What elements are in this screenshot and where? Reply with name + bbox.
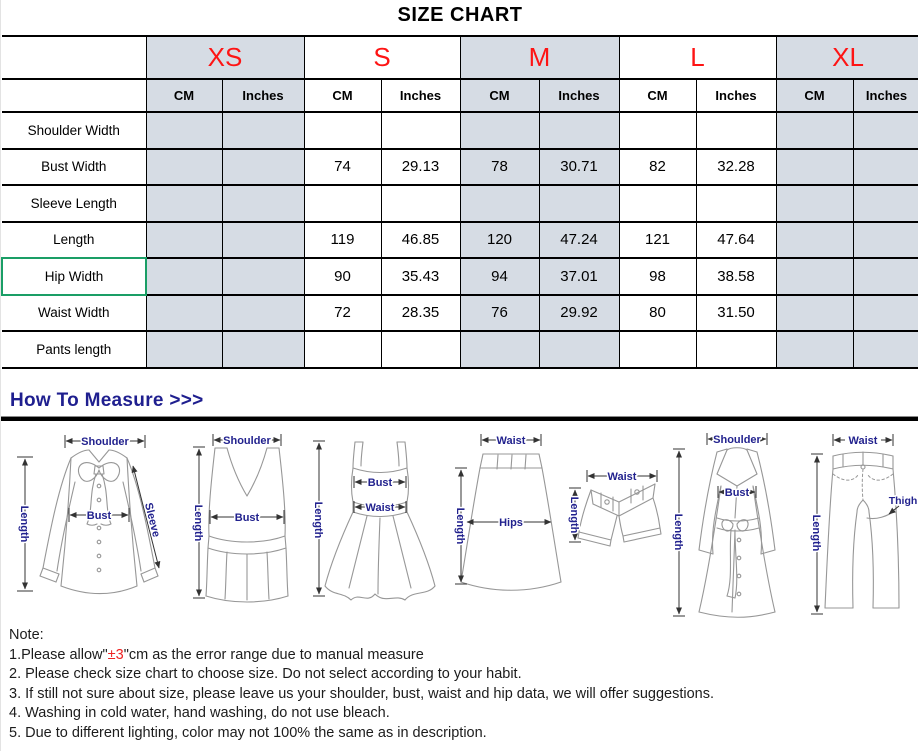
cell: [222, 185, 304, 222]
cell: [2, 79, 146, 112]
cell: [222, 149, 304, 186]
shorts-length-label: Length: [568, 496, 580, 534]
cell: 82: [619, 149, 696, 186]
cell: [539, 185, 619, 222]
blouse-length-label: Length: [18, 505, 30, 543]
cell: [304, 112, 381, 149]
cell: [853, 258, 918, 295]
cell: 31.50: [696, 295, 776, 332]
corner-cell: [2, 36, 146, 79]
table-row: [2, 222, 918, 259]
cell: [146, 149, 222, 186]
cell: [381, 112, 460, 149]
cell: [853, 185, 918, 222]
cell: [460, 112, 539, 149]
unit-header: Inches: [539, 79, 619, 112]
cell: [222, 258, 304, 295]
note-line-2: 2. Please check size chart to choose size. Do not select according to your habit.: [9, 666, 522, 683]
cell: [539, 331, 619, 368]
vest-bust-label: Bust: [234, 512, 260, 524]
note-line-4: 4. Washing in cold water, hand washing, do not use bleach.: [9, 705, 390, 722]
note1-tolerance-value: ±3: [107, 646, 124, 663]
row-label-shoulder-width: Shoulder Width: [2, 112, 146, 149]
cell: 46.85: [381, 222, 460, 259]
blouse-diagram: [9, 428, 189, 624]
cell: [776, 112, 853, 149]
shorts-diagram: [557, 428, 669, 624]
table-row: [2, 331, 918, 368]
skirt-waist-label: Waist: [496, 435, 526, 447]
cell: 94: [460, 258, 539, 295]
row-label-sleeve-length: Sleeve Length: [2, 185, 146, 222]
dress-bust-label: Bust: [367, 477, 393, 489]
note1-suffix: "cm as the error range due to manual measure: [123, 646, 424, 663]
cell: [619, 185, 696, 222]
size-header-row: [2, 36, 918, 79]
cell: 78: [460, 149, 539, 186]
notes-heading: Note:: [9, 627, 44, 643]
unit-header: CM: [776, 79, 853, 112]
cell: [460, 185, 539, 222]
vest-diagram: [191, 428, 303, 624]
cell: 29.92: [539, 295, 619, 332]
cell: [539, 112, 619, 149]
cell: [776, 149, 853, 186]
cell: [460, 331, 539, 368]
note-line-5: 5. Due to different lighting, color may not 100% the same as in description.: [9, 724, 487, 741]
pants-thigh-label: Thigh: [888, 495, 918, 507]
cell: [146, 295, 222, 332]
blouse-bust-label: Bust: [86, 510, 112, 522]
cell: 119: [304, 222, 381, 259]
shorts-sketch: [578, 484, 661, 546]
dress-length-label: Length: [312, 501, 324, 539]
cell: [776, 331, 853, 368]
cell: [776, 295, 853, 332]
cell: [853, 331, 918, 368]
row-label-bust-width: Bust Width: [2, 149, 146, 186]
cell: [222, 112, 304, 149]
cell: [381, 331, 460, 368]
coat-sketch: [699, 448, 775, 618]
cell: 98: [619, 258, 696, 295]
cell: [853, 112, 918, 149]
cell: [619, 331, 696, 368]
unit-header: Inches: [222, 79, 304, 112]
how-to-measure-heading: How To Measure >>>: [10, 390, 204, 411]
cell: [304, 331, 381, 368]
cell: 47.24: [539, 222, 619, 259]
table-row: [2, 258, 918, 295]
row-label-hip-width-selected: Hip Width: [2, 258, 146, 295]
pants-waist-label: Waist: [848, 435, 878, 447]
cell: [619, 112, 696, 149]
vest-shoulder-label: Shoulder: [223, 435, 271, 447]
cell: 120: [460, 222, 539, 259]
cell: 74: [304, 149, 381, 186]
cell: [696, 331, 776, 368]
cell: 90: [304, 258, 381, 295]
row-label-waist-width: Waist Width: [2, 295, 146, 332]
cell: 32.28: [696, 149, 776, 186]
cell: 72: [304, 295, 381, 332]
dress-sketch: [325, 442, 435, 600]
units-header-row: [2, 79, 918, 112]
pants-length-label: Length: [810, 514, 822, 552]
cell: [776, 185, 853, 222]
cell: [776, 222, 853, 259]
cell: [146, 185, 222, 222]
pants-diagram: [803, 428, 918, 624]
blouse-shoulder-label: Shoulder: [81, 436, 129, 448]
cell: [222, 295, 304, 332]
shorts-waist-label: Waist: [607, 471, 637, 483]
cell: [853, 295, 918, 332]
cell: [304, 185, 381, 222]
cell: [146, 331, 222, 368]
row-label-length: Length: [2, 222, 146, 259]
unit-header: CM: [304, 79, 381, 112]
pants-sketch: [825, 452, 899, 608]
cell: [146, 222, 222, 259]
size-header-xs: XS: [146, 36, 304, 79]
cell: 47.64: [696, 222, 776, 259]
table-row: [2, 149, 918, 186]
unit-header: Inches: [381, 79, 460, 112]
cell: [222, 222, 304, 259]
unit-header: CM: [460, 79, 539, 112]
cell: 29.13: [381, 149, 460, 186]
note-line-3: 3. If still not sure about size, please leave us your shoulder, bust, waist and hip data, we will offer suggestions.: [9, 685, 714, 702]
row-label-pants-length: Pants length: [2, 331, 146, 368]
vest-sketch: [206, 448, 288, 602]
vest-length-label: Length: [192, 504, 204, 542]
size-header-l: L: [619, 36, 776, 79]
cell: [146, 112, 222, 149]
skirt-length-label: Length: [454, 507, 466, 545]
size-header-xl: XL: [776, 36, 918, 79]
dress-diagram: [309, 428, 451, 624]
cell: 121: [619, 222, 696, 259]
size-chart-table: [1, 35, 918, 369]
table-row: [2, 295, 918, 332]
cell: [696, 185, 776, 222]
coat-bust-label: Bust: [724, 487, 750, 499]
cell: [696, 112, 776, 149]
cell: 38.58: [696, 258, 776, 295]
measurement-diagrams: [1, 428, 918, 628]
skirt-diagram: [453, 428, 565, 624]
coat-shoulder-label: Shoulder: [713, 434, 761, 446]
unit-header: Inches: [853, 79, 918, 112]
cell: [146, 258, 222, 295]
notes-section: [9, 626, 913, 744]
cell: 35.43: [381, 258, 460, 295]
coat-diagram: [669, 428, 803, 624]
table-row: [2, 112, 918, 149]
cell: 76: [460, 295, 539, 332]
cell: [381, 185, 460, 222]
cell: 28.35: [381, 295, 460, 332]
table-row: [2, 185, 918, 222]
cell: [853, 222, 918, 259]
section-divider: [1, 416, 918, 421]
note1-prefix: 1.Please allow": [9, 646, 108, 663]
unit-header: CM: [619, 79, 696, 112]
dress-waist-label: Waist: [365, 502, 395, 514]
cell: 30.71: [539, 149, 619, 186]
unit-header: CM: [146, 79, 222, 112]
unit-header: Inches: [696, 79, 776, 112]
coat-length-label: Length: [672, 513, 684, 551]
size-header-s: S: [304, 36, 460, 79]
note-line-1: [9, 646, 913, 666]
cell: 37.01: [539, 258, 619, 295]
cell: [222, 331, 304, 368]
cell: [776, 258, 853, 295]
cell: 80: [619, 295, 696, 332]
blouse-sleeve-label: Sleeve: [141, 501, 163, 539]
cell: [853, 149, 918, 186]
size-header-m: M: [460, 36, 619, 79]
skirt-hips-label: Hips: [499, 517, 523, 529]
page-title: SIZE CHART: [397, 4, 523, 26]
